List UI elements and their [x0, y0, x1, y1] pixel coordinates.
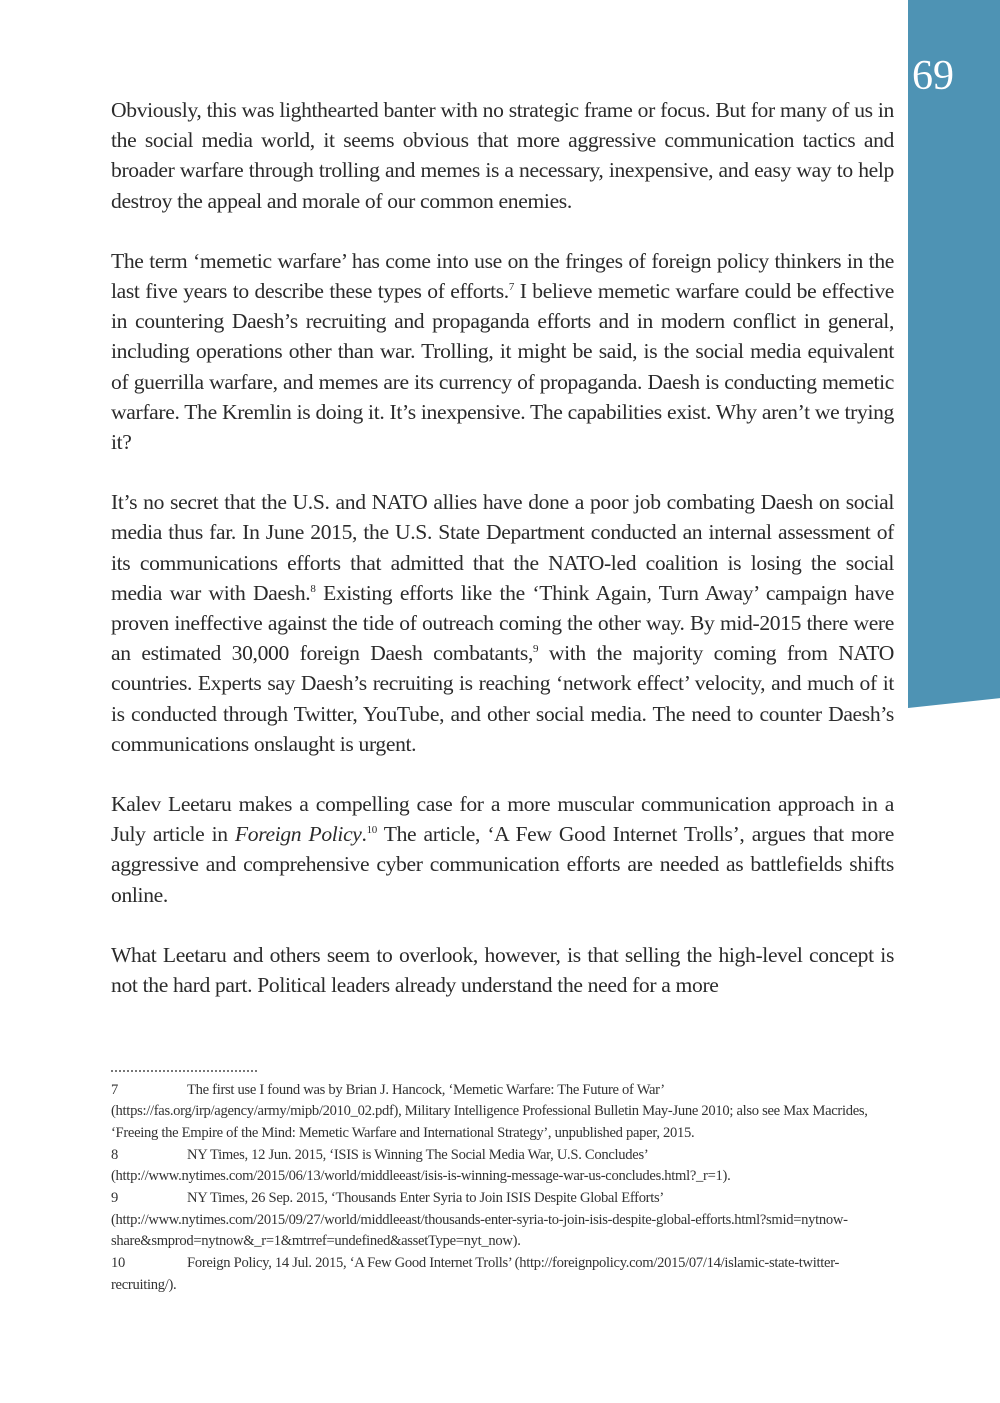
paragraph-5: [111, 940, 894, 1000]
footnote-number: 10: [111, 1255, 125, 1272]
footnotes-section: [111, 1064, 887, 1297]
footnote-number: 9: [111, 1190, 118, 1207]
paragraph-3: [111, 487, 894, 759]
footnote-text: The first use I found was by Brian J. Hancock, ‘Memetic Warfare: The Future of War’ (https://fas.org/irp/agency/army/mipb/2010_02.pdf), Military Intelligence Professional Bulletin May-June 2010; also see Max Macrides, ‘Freeing the Empire of the Mind: Memetic Warfare and International Strategy’, unpublished paper, 2015.: [111, 1082, 868, 1141]
page-side-tab: [908, 0, 1000, 708]
paragraph-text: Kalev Leetaru makes a compelling case for a more muscular communication approach in a July article in: [111, 792, 894, 847]
body-text: [111, 95, 894, 1030]
paragraph-text: I believe memetic warfare could be effective in countering Daesh’s recruiting and propaganda efforts and in modern conflict in general, including operations other than war. Trolling, it might be said, is the social media equivalent of guerrilla warfare, and memes are its currency of propaganda. Daesh is conducting memetic warfare. The Kremlin is doing it. It’s inexpensive. The capabilities exist. Why aren’t we trying it?: [111, 279, 894, 455]
footnote-7: [111, 1080, 887, 1144]
paragraph-1: [111, 95, 894, 216]
footnote-text: NY Times, 26 Sep. 2015, ‘Thousands Enter Syria to Join ISIS Despite Global Efforts’ (http://www.nytimes.com/2015/09/27/world/middleeast/thousands-enter-syria-to-join-isis-despite-global-efforts.html?smid=nytnow-share&smprod=nytnow&_r=1&mtrref=undefined&assetType=nyt_now).: [111, 1190, 848, 1250]
paragraph-text: with the majority coming from NATO countries. Experts say Daesh’s recruiting is reaching ‘network effect’ velocity, and much of it is conducted through Twitter, YouTube, and other social media. The need to counter Daesh’s communications onslaught is urgent.: [111, 641, 894, 756]
paragraph-text: Obviously, this was lighthearted banter with no strategic frame or focus. But for many of us in the social media world, it seems obvious that more aggressive communication tactics and broader warfare through trolling and memes is a necessary, inexpensive, and easy way to help destroy the appeal and morale of our common enemies.: [111, 98, 894, 213]
footnote-text: Foreign Policy, 14 Jul. 2015, ‘A Few Good Internet Trolls’ (http://foreignpolicy.com/2015/07/14/islamic-state-twitter-recruiting/).: [111, 1255, 840, 1293]
page-number: 69: [912, 53, 954, 99]
footnote-text: NY Times, 12 Jun. 2015, ‘ISIS is Winning The Social Media War, U.S. Concludes’ (http://www.nytimes.com/2015/06/13/world/middleeast/isis-is-winning-message-war-us-concludes.html?_r=1).: [111, 1146, 731, 1185]
paragraph-text: It’s no secret that the U.S. and NATO allies have done a poor job combating Daesh on social media thus far. In June 2015, the U.S. State Department conducted an internal assessment of its communications efforts that admitted that the NATO-led coalition is losing the social media war with Daesh.: [111, 490, 894, 605]
footnote-8: [111, 1145, 887, 1188]
paragraph-4: [111, 789, 894, 910]
paragraph-text: The article, ‘A Few Good Internet Trolls’, argues that more aggressive and comprehensive cyber communication efforts are needed as battlefields shifts online.: [111, 822, 895, 907]
paragraph-text: The term ‘memetic warfare’ has come into use on the fringes of foreign policy thinkers in the last five years to describe these types of efforts.: [111, 248, 894, 304]
footnote-ref-8[interactable]: 8: [310, 582, 316, 595]
footnote-divider: [111, 1064, 257, 1072]
footnote-ref-7[interactable]: 7: [508, 280, 514, 293]
paragraph-text: .: [361, 822, 367, 847]
publication-title: Foreign Policy: [234, 822, 362, 847]
footnote-number: 8: [111, 1146, 118, 1163]
footnote-ref-9[interactable]: 9: [533, 643, 539, 656]
footnote-9: [111, 1188, 887, 1252]
footnote-number: 7: [111, 1082, 118, 1098]
paragraph-text: What Leetaru and others seem to overlook, however, is that selling the high-level concept is not the hard part. Political leaders already understand the need for a more: [111, 942, 894, 998]
paragraph-2: [111, 246, 894, 457]
footnote-ref-10[interactable]: 10: [366, 824, 377, 837]
paragraph-text: Existing efforts like the ‘Think Again, Turn Away’ campaign have proven ineffective against the tide of outreach coming the other way. By mid-2015 there were an estimated 30,000 foreign Daesh combatants,: [111, 580, 894, 666]
footnote-10: [111, 1253, 887, 1296]
